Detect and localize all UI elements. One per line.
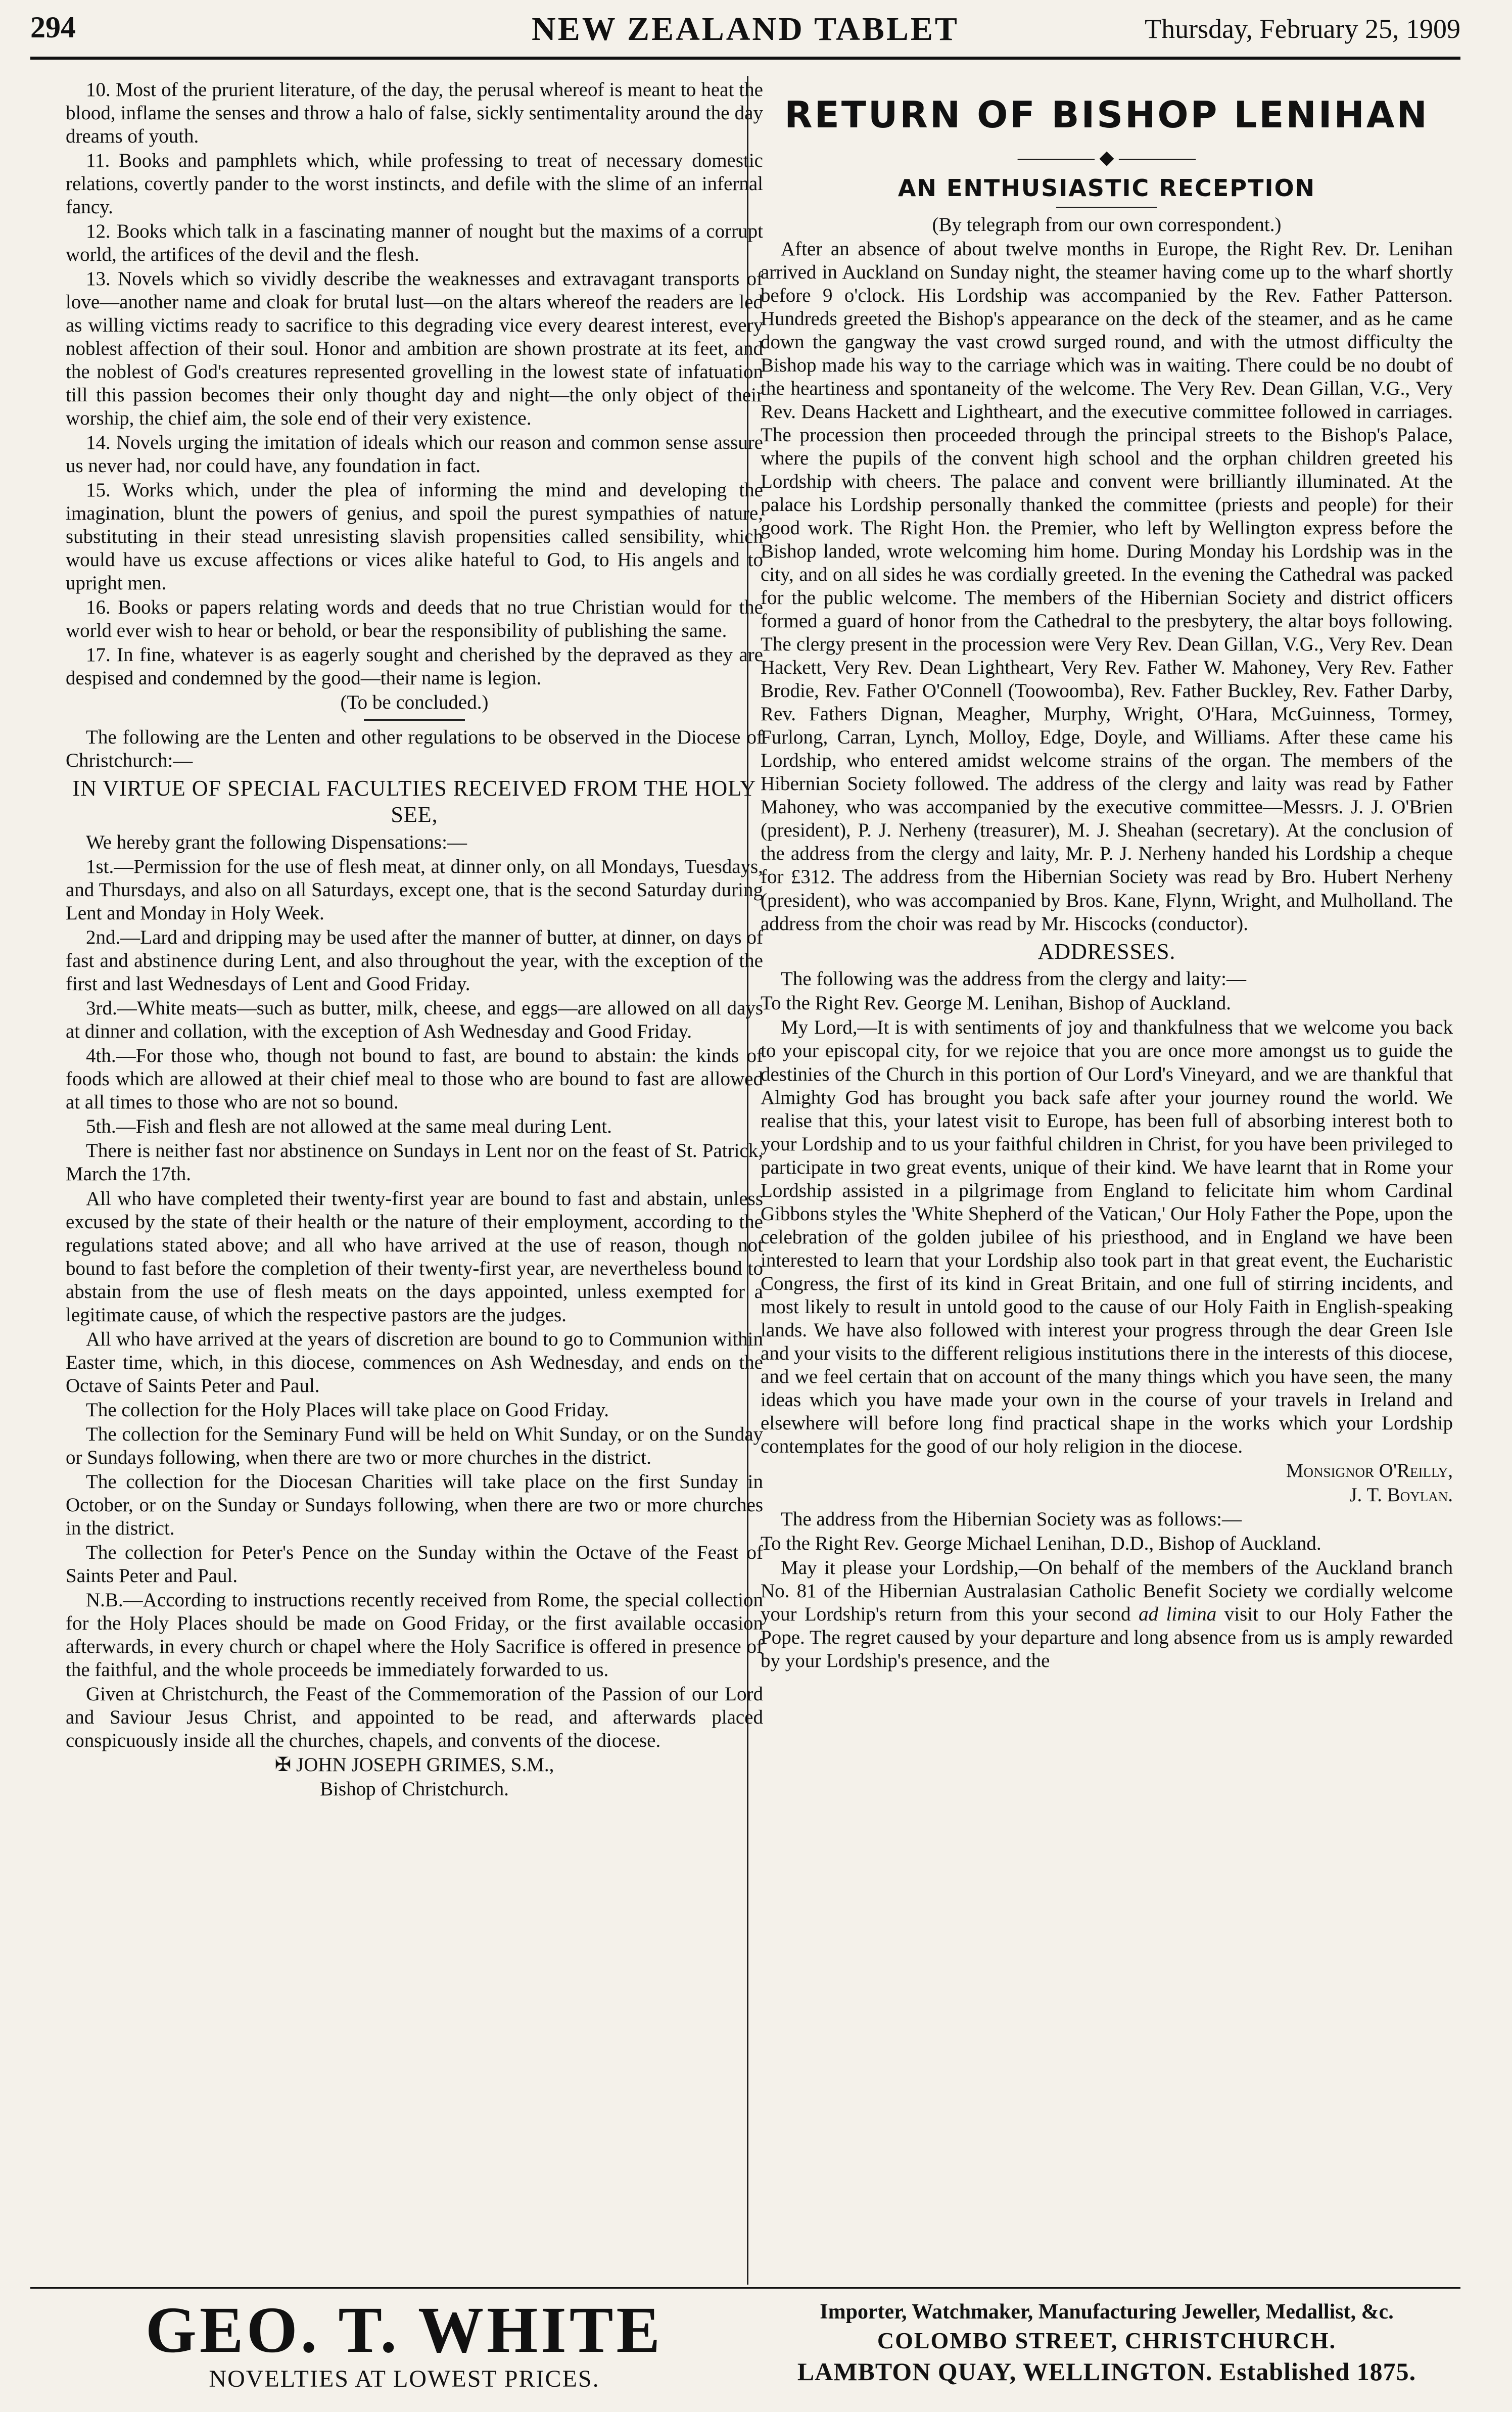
advertisement	[761, 2300, 1453, 2386]
masthead-rule	[30, 57, 1460, 60]
paragraph: The following was the address from the clergy and laity:—	[781, 968, 1246, 990]
advertiser-address: COLOMBO STREET, CHRISTCHURCH.	[877, 2328, 1337, 2353]
paragraph: The address from the Hibernian Society was as follows:—	[781, 1508, 1242, 1530]
publication-title: NEW ZEALAND TABLET	[532, 11, 959, 48]
right-column	[761, 78, 1453, 1674]
paragraph: My Lord,—It is with sentiments of joy and thankfulness that we welcome you back to your episcopal city, for we rejoice that you are once more amongst us to guide the destinies of the Church in this portion of Our Lord's Vineyard, and we are thankful that Almighty God has brought you back safe after your journey round the world. We realise that this, your latest visit to Europe, has been full of absorbing interest both to your Lordship and to us your faithful children in Christ, for you have been privileged to participate in two great events, unique of their kind. We have learnt that in Rome your Lordship assisted in a pilgrimage from England to felicitate him whom Cardinal Gibbons styles the 'White Shepherd of the Vatican,' Our Holy Father the Pope, upon the celebration of the golden jubilee of his priesthood, and in England we have been interested to learn that your Lordship also took part in that great event, the Eucharistic Congress, the first of its kind in Great Britain, and one full of stirring incidents, and most likely to result in untold good to the cause of our Holy Faith in English-speaking lands. We have also followed with interest your progress through the dear Green Isle and your visits to the different religious institutions there in the interests of this diocese, and we feel certain that on account of the many things which you have seen, the many ideas which you have made your own in the course of your travels in Ireland and elsewhere will before long find practical shape in the works which your Lordship contemplates for the good of our holy religion in the diocese.	[761, 1016, 1453, 1457]
section-heading: ADDRESSES.	[1037, 939, 1176, 964]
paragraph: 2nd.—Lard and dripping may be used after the manner of butter, at dinner, on days of fast and abstinence during Lent, and also throughout the year, with the exception of the first and last Wednesdays of Lent and Good Friday.	[66, 926, 763, 995]
advertiser-trades: Importer, Watchmaker, Manufacturing Jeweller, Medallist, &c.	[820, 2300, 1394, 2324]
advertisement	[76, 2294, 733, 2393]
address-recipient: To the Right Rev. George Michael Lenihan, D.D., Bishop of Auckland.	[761, 1532, 1321, 1554]
paragraph: 4th.—For those who, though not bound to fast, are bound to abstain: the kinds of foods which are allowed at their chief meal to those who are bound to fast are allowed at all times to those who are not so bound.	[66, 1045, 763, 1114]
paragraph: After an absence of about twelve months in Europe, the Right Rev. Dr. Lenihan arrived in Auckland on Sunday night, the steamer having come up to the wharf shortly before 9 o'clock. His Lordship was accompanied by the Rev. Father Patterson. Hundreds greeted the Bishop's appearance on the deck of the steamer, and as he came down the gangway the vast crowd surged round, and with the utmost difficulty the Bishop made his way to the carriage which was in waiting. There could be no doubt of the heartiness and spontaneity of the welcome. The Very Rev. Dean Gillan, V.G., Very Rev. Deans Hackett and Lightheart, and the executive committee followed in carriages. The procession then proceeded through the principal streets to the Bishop's Palace, where the pupils of the convent high school and the orphan children greeted his Lordship with cheers. The palace and convent were brilliantly illuminated. At the palace his Lordship personally thanked the committee (priests and people) for their good work. The Right Hon. the Premier, who left by Wellington express before the Bishop landed, wrote welcoming him home. During Monday his Lordship was in the city, and on all sides he was cordially greeted. In the evening the Cathedral was packed for the public welcome. The members of the Hibernian Society and district officers formed a guard of honor from the Cathedral to the presbytery, the altar boys following. The clergy present in the procession were Very Rev. Dean Gillan, V.G., Very Rev. Dean Hackett, Very Rev. Dean Lightheart, Very Rev. Father W. Mahoney, Very Rev. Father Brodie, Rev. Father O'Connell (Toowoomba), Rev. Father Buckley, Rev. Father Darby, Rev. Fathers Dignan, Meagher, Murphy, Wright, O'Hara, McGuinness, Tormey, Furlong, Carran, Lynch, Molloy, Edge, Doyle, and Williams. After these came his Lordship, who entered amidst welcome strains of the organ. The members of the Hibernian Society followed. The address of the clergy and laity was read by Father Mahoney, who was accompanied by the executive committee—Messrs. J. J. O'Brien (president), P. J. Nerheny (treasurer), M. J. Sheahan (secretary). At the conclusion of the address from the clergy and laity, Mr. P. J. Nerheny handed his Lordship a cheque for £312. The address from the Hibernian Society was read by Bro. Hubert Nerheny (president), who was accompanied by Bros. Kane, Flynn, Wright, and Mulholland. The address from the choir was read by Mr. Hiscocks (conductor).	[761, 238, 1453, 935]
signature-name: ✠ JOHN JOSEPH GRIMES, S.M.,	[274, 1753, 554, 1776]
masthead	[30, 10, 1460, 56]
paragraph: The collection for the Seminary Fund will be held on Whit Sunday, or on the Sunday or Sundays following, when there are two or more churches in the district.	[66, 1423, 763, 1468]
paragraph: The following are the Lenten and other regulations to be observed in the Diocese of Christchurch:—	[66, 726, 763, 772]
paragraph: 10. Most of the prurient literature, of the day, the perusal whereof is meant to heat the blood, inflame the senses and throw a halo of false, sickly sentimentality around the day dreams of youth.	[66, 79, 763, 148]
byline: (By telegraph from our own correspondent.)	[932, 214, 1282, 236]
section-rule	[364, 719, 465, 721]
paragraph: We hereby grant the following Dispensations:—	[86, 831, 467, 854]
italic-phrase: ad limina	[1139, 1603, 1217, 1625]
page-number: 294	[30, 11, 76, 44]
paragraph: There is neither fast nor abstinence on Sundays in Lent nor on the feast of St. Patrick, March the 17th.	[66, 1140, 763, 1185]
section-heading: IN VIRTUE OF SPECIAL FACULTIES RECEIVED FROM THE HOLY SEE,	[72, 776, 757, 827]
paragraph: 17. In fine, whatever is as eagerly sought and cherished by the depraved as they are despised and condemned by the good—their name is legion.	[66, 644, 763, 689]
text-run: May it please your Lordship,—On behalf of the members of the Auckland branch No. 81 of the Hibernian Australasian Catholic Benefit Society we cordially welcome your Lordship's return from this your second	[761, 1556, 1453, 1625]
paragraph: All who have arrived at the years of discretion are bound to go to Communion within Easter time, which, in this diocese, commences on Ash Wednesday, and ends on the Octave of Saints Peter and Paul.	[66, 1328, 763, 1397]
paragraph: The collection for the Holy Places will take place on Good Friday.	[86, 1399, 609, 1421]
section-rule	[1056, 207, 1157, 208]
issue-date: Thursday, February 25, 1909	[1145, 14, 1460, 44]
paragraph: All who have completed their twenty-first year are bound to fast and abstain, unless excused by the state of their health or the nature of their employment, according to the regulations stated above; and all who have arrived at the use of reason, though not bound to fast before the completion of their twenty-first year, are nevertheless bound to abstain from the use of flesh meats on the days appointed, unless exempted for a legitimate cause, of which the respective pastors are the judges.	[66, 1187, 763, 1326]
paragraph: 5th.—Fish and flesh are not allowed at the same meal during Lent.	[86, 1116, 612, 1138]
article-headline: RETURN OF BISHOP LENIHAN	[784, 94, 1429, 136]
paragraph: 16. Books or papers relating words and deeds that no true Christian would for the world ever wish to hear or behold, or bear the responsibility of publishing the same.	[66, 596, 763, 642]
left-column	[66, 78, 763, 1802]
advertiser-name: GEO. T. WHITE	[145, 2294, 664, 2367]
text-run: visit to our Holy Father the Pope. The regret caused by your departure and long absence from us is amply rewarded by your Lordship's presence, and the	[761, 1603, 1453, 1672]
address-recipient: To the Right Rev. George M. Lenihan, Bishop of Auckland.	[761, 992, 1231, 1014]
signature-name: J. T. Boylan.	[1349, 1483, 1453, 1506]
paragraph: 1st.—Permission for the use of flesh meat, at dinner only, on all Mondays, Tuesdays, and Thursdays, and also on all Saturdays, except one, that is the second Saturday during Lent and Monday in Holy Week.	[66, 856, 763, 924]
paragraph: N.B.—According to instructions recently received from Rome, the special collection for the Holy Places should be made on Good Friday, or the first available occasion afterwards, in every church or chapel where the Holy Sacrifice is offered in presence of the faithful, and the whole proceeds be immediately forwarded to us.	[66, 1589, 763, 1681]
paragraph: 13. Novels which so vividly describe the weaknesses and extravagant transports of love—another name and cloak for brutal lust—on the altars whereof the readers are led as willing victims ready to sacrifice to this degrading vice every dearest interest, every noblest affection of their soul. Honor and ambition are shown prostrate at its feet, and the noblest of God's creatures represented grovelling in the lowest state of infatuation till this passion becomes their only thought day and night—the only object of their worship, the chief aim, the sole end of their very existence.	[66, 268, 763, 430]
footer-rule	[30, 2287, 1460, 2289]
paragraph	[761, 1556, 1453, 1673]
paragraph: The collection for the Diocesan Charities will take place on the first Sunday in October, or on the Sunday or Sundays following, when there are two or more churches in the district.	[66, 1470, 763, 1539]
signature-name: Monsignor O'Reilly,	[1286, 1459, 1453, 1481]
paragraph: 3rd.—White meats—such as butter, milk, cheese, and eggs—are allowed on all days at dinner and collation, with the exception of Ash Wednesday and Good Friday.	[66, 997, 763, 1043]
paragraph: The collection for Peter's Pence on the Sunday within the Octave of the Feast of Saints Peter and Paul.	[66, 1541, 763, 1587]
paragraph: 15. Works which, under the plea of informing the mind and developing the imagination, blunt the powers of genius, and spoil the purest sympathies of nature, substituting in their stead unresisting slavish propensities called sensibility, which would have us excuse affections or vices alike hateful to God, to His angels and to upright men.	[66, 479, 763, 594]
paragraph: 11. Books and pamphlets which, while professing to treat of necessary domestic relations, covertly pander to the worst instincts, and defile with the slime of an infernal fancy.	[66, 150, 763, 218]
to-be-concluded: (To be concluded.)	[340, 691, 489, 714]
paragraph: 12. Books which talk in a fascinating manner of nought but the maxims of a corrupt world, the artifices of the devil and the flesh.	[66, 220, 763, 266]
ornament-icon: ———— ◆ ————	[1017, 147, 1196, 168]
advertiser-tagline: NOVELTIES AT LOWEST PRICES.	[209, 2365, 600, 2392]
paragraph: 14. Novels urging the imitation of ideals which our reason and common sense assure us never had, nor could have, any foundation in fact.	[66, 432, 763, 477]
article-subhead: AN ENTHUSIASTIC RECEPTION	[897, 174, 1316, 202]
signature-title: Bishop of Christchurch.	[320, 1778, 509, 1800]
paragraph: Given at Christchurch, the Feast of the Commemoration of the Passion of our Lord and Saviour Jesus Christ, and appointed to be read, and afterwards placed conspicuously inside all the churches, chapels, and convents of the diocese.	[66, 1683, 763, 1751]
advertiser-address: LAMBTON QUAY, WELLINGTON. Established 1875.	[797, 2357, 1416, 2386]
